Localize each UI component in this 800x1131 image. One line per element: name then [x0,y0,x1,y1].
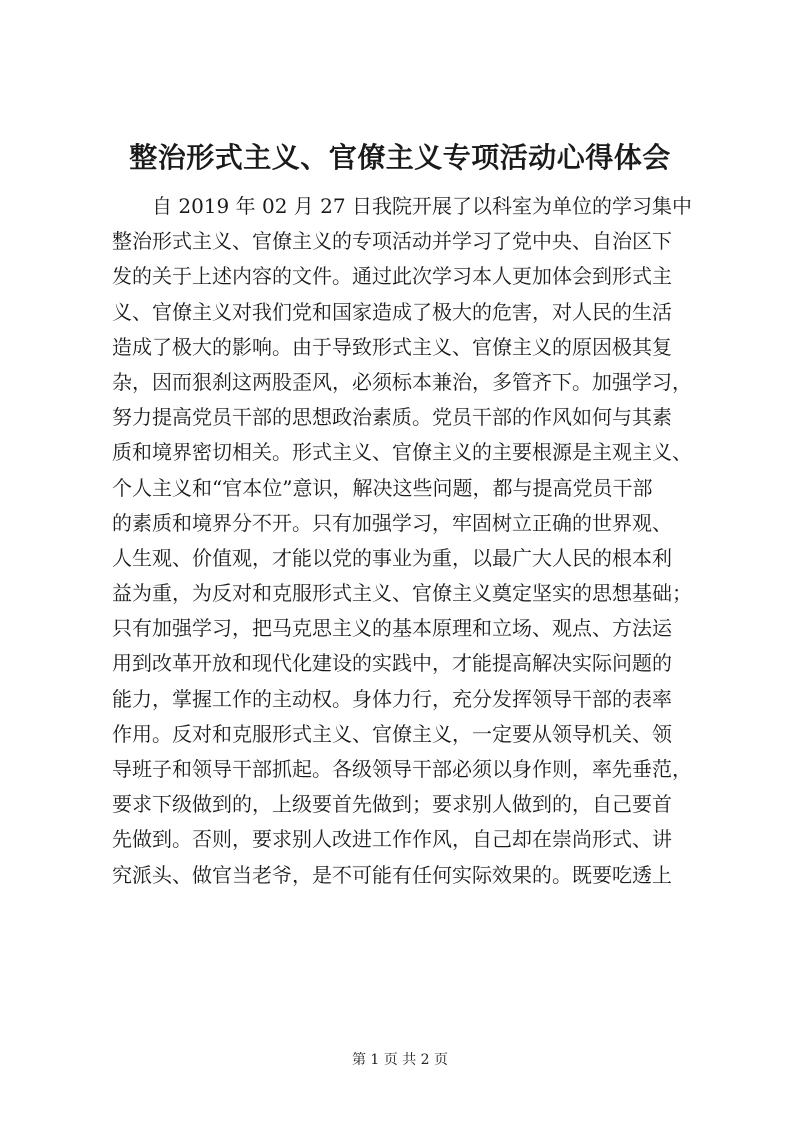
body-line: 发的关于上述内容的文件。通过此次学习本人更加体会到形式主 [112,264,672,289]
body-line: 杂，因而狠刹这两股歪风，必须标本兼治，多管齐下。加强学习， [112,369,692,394]
body-line: 导班子和领导干部抓起。各级领导干部必须以身作则，率先垂范， [112,757,692,781]
body-line: 个人主义和“官本位”意识，解决这些问题，都与提高党员干部 [112,475,653,500]
body-line: 作用。反对和克服形式主义、官僚主义，一定要从领导机关、领 [112,721,672,746]
body-line: 整治形式主义、官僚主义的专项活动并学习了党中央、自治区下 [112,229,672,254]
body-line: 益为重，为反对和克服形式主义、官僚主义奠定坚实的思想基础； [112,581,692,606]
document-body [112,189,712,893]
body-line: 的素质和境界分不开。只有加强学习，牢固树立正确的世界观、 [112,510,672,535]
body-line: 造成了极大的影响。由于导致形式主义、官僚主义的原因极其复 [112,334,672,359]
body-line: 努力提高党员干部的思想政治素质。党员干部的作风如何与其素 [112,405,672,430]
body-line: 质和境界密切相关。形式主义、官僚主义的主要根源是主观主义、 [112,440,692,465]
body-line: 义、官僚主义对我们党和国家造成了极大的危害，对人民的生活 [112,299,672,324]
body-line: 用到改革开放和现代化建设的实践中，才能提高解决实际问题的 [112,651,672,676]
body-line: 能力，掌握工作的主动权。身体力行，充分发挥领导干部的表率 [112,686,672,711]
body-line: 自 2019 年 02 月 27 日我院开展了以科室为单位的学习集中 [152,194,692,218]
body-line: 要求下级做到的，上级要首先做到；要求别人做到的，自己要首 [112,792,672,817]
body-line: 先做到。否则，要求别人改进工作作风，自己却在崇尚形式、讲 [112,827,672,852]
body-line: 究派头、做官当老爷，是不可能有任何实际效果的。既要吃透上 [112,862,672,887]
document-title: 整治形式主义、官僚主义专项活动心得体会 [129,141,671,174]
page-indicator: 第 1 页 共 2 页 [351,1052,449,1068]
body-line: 人生观、价值观，才能以党的事业为重，以最广大人民的根本利 [112,545,672,570]
body-line: 只有加强学习，把马克思主义的基本原理和立场、观点、方法运 [112,616,672,641]
